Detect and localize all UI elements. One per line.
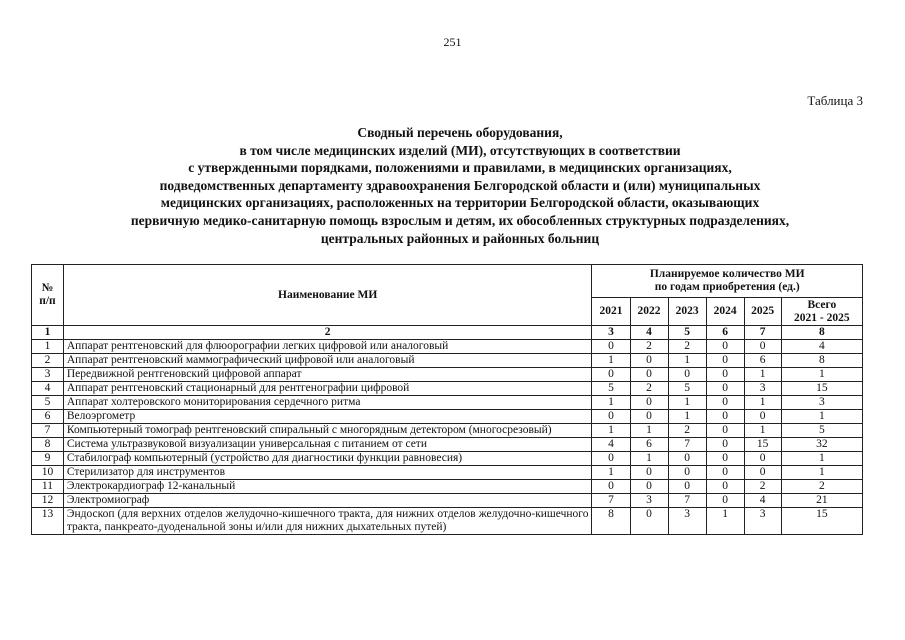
year-value: 0 (706, 410, 744, 424)
index-cell: 2 (63, 326, 592, 340)
year-value: 7 (668, 438, 706, 452)
year-value: 1 (744, 368, 781, 382)
year-value: 0 (630, 410, 668, 424)
year-value: 0 (630, 368, 668, 382)
item-name: Эндоскоп (для верхних отделов желудочно-кишечного тракта, для нижних отделов желудочно-кишечного тракта, панкреато-дуоденальной зоны и/или для нижних дыхательных путей) (63, 508, 592, 535)
year-value: 0 (630, 396, 668, 410)
index-cell: 3 (592, 326, 630, 340)
year-value: 3 (668, 508, 706, 535)
total-value: 4 (781, 340, 862, 354)
row-number: 2 (32, 354, 64, 368)
item-name: Аппарат рентгеновский для флюорографии легких цифровой или аналоговый (63, 340, 592, 354)
total-value: 3 (781, 396, 862, 410)
heading-line: в том числе медицинских изделий (МИ), отсутствующих в соответствии (239, 142, 681, 158)
year-value: 1 (706, 508, 744, 535)
index-cell: 6 (706, 326, 744, 340)
row-number: 6 (32, 410, 64, 424)
header-name: Наименование МИ (63, 265, 592, 326)
header-planned: Планируемое количество МИ по годам приобретения (ед.) (592, 265, 863, 298)
table-row (32, 508, 863, 535)
year-value: 0 (706, 368, 744, 382)
year-value: 1 (592, 466, 630, 480)
item-name: Стабилограф компьютерный (устройство для диагностики функции равновесия) (63, 452, 592, 466)
year-value: 2 (744, 480, 781, 494)
item-name: Электромиограф (63, 494, 592, 508)
index-cell: 4 (630, 326, 668, 340)
header-total: Всего 2021 - 2025 (781, 298, 862, 326)
year-value: 2 (630, 340, 668, 354)
year-value: 0 (706, 424, 744, 438)
year-value: 5 (668, 382, 706, 396)
row-number: 8 (32, 438, 64, 452)
table-row (32, 368, 863, 382)
item-name: Стерилизатор для инструментов (63, 466, 592, 480)
year-value: 0 (706, 494, 744, 508)
header-year: 2024 (706, 298, 744, 326)
year-value: 0 (668, 452, 706, 466)
year-value: 0 (744, 410, 781, 424)
index-row (32, 326, 863, 340)
year-value: 1 (744, 396, 781, 410)
row-number: 9 (32, 452, 64, 466)
year-value: 3 (744, 382, 781, 396)
total-value: 32 (781, 438, 862, 452)
table-row (32, 396, 863, 410)
total-value: 1 (781, 368, 862, 382)
header-num: № п/п (32, 265, 64, 326)
item-name: Велоэргометр (63, 410, 592, 424)
year-value: 2 (668, 340, 706, 354)
row-number: 11 (32, 480, 64, 494)
year-value: 0 (706, 452, 744, 466)
row-number: 5 (32, 396, 64, 410)
total-value: 1 (781, 410, 862, 424)
heading-line: подведомственных департаменту здравоохранения Белгородской области и (или) муниципальных (159, 177, 761, 193)
table-row (32, 354, 863, 368)
year-value: 0 (592, 410, 630, 424)
year-value: 5 (592, 382, 630, 396)
row-number: 12 (32, 494, 64, 508)
page-number: 251 (443, 35, 462, 49)
total-value: 15 (781, 382, 862, 396)
header-year: 2023 (668, 298, 706, 326)
year-value: 15 (744, 438, 781, 452)
heading-line: медицинских организациях, расположенных на территории Белгородской области, оказывающих (160, 195, 760, 211)
total-value: 2 (781, 480, 862, 494)
row-number: 1 (32, 340, 64, 354)
year-value: 0 (706, 396, 744, 410)
year-value: 0 (706, 340, 744, 354)
item-name: Система ультразвуковой визуализации универсальная с питанием от сети (63, 438, 592, 452)
year-value: 7 (592, 494, 630, 508)
total-value: 21 (781, 494, 862, 508)
index-cell: 8 (781, 326, 862, 340)
year-value: 0 (630, 354, 668, 368)
year-value: 0 (744, 466, 781, 480)
item-name: Аппарат холтеровского мониторирования сердечного ритма (63, 396, 592, 410)
index-cell: 1 (32, 326, 64, 340)
header-year: 2022 (630, 298, 668, 326)
year-value: 2 (668, 424, 706, 438)
year-value: 0 (706, 382, 744, 396)
row-number: 4 (32, 382, 64, 396)
year-value: 0 (630, 466, 668, 480)
year-value: 0 (592, 368, 630, 382)
table-label: Таблица 3 (807, 93, 863, 108)
year-value: 0 (592, 340, 630, 354)
total-value: 8 (781, 354, 862, 368)
year-value: 0 (630, 508, 668, 535)
table-row (32, 494, 863, 508)
total-value: 1 (781, 466, 862, 480)
total-value: 15 (781, 508, 862, 535)
year-value: 0 (630, 480, 668, 494)
year-value: 1 (744, 424, 781, 438)
year-value: 0 (592, 452, 630, 466)
heading-line: Сводный перечень оборудования, (357, 125, 563, 140)
equipment-table (31, 264, 863, 535)
document-heading (80, 124, 840, 247)
year-value: 1 (668, 410, 706, 424)
header-year: 2021 (592, 298, 630, 326)
year-value: 0 (706, 466, 744, 480)
table-row (32, 438, 863, 452)
year-value: 0 (668, 480, 706, 494)
index-cell: 5 (668, 326, 706, 340)
total-value: 5 (781, 424, 862, 438)
row-number: 7 (32, 424, 64, 438)
table-row (32, 382, 863, 396)
row-number: 3 (32, 368, 64, 382)
total-value: 1 (781, 452, 862, 466)
table-row (32, 452, 863, 466)
header-year: 2025 (744, 298, 781, 326)
table-row (32, 424, 863, 438)
item-name: Аппарат рентгеновский маммографический цифровой или аналоговый (63, 354, 592, 368)
item-name: Передвижной рентгеновский цифровой аппарат (63, 368, 592, 382)
year-value: 1 (630, 452, 668, 466)
year-value: 4 (744, 494, 781, 508)
year-value: 0 (706, 480, 744, 494)
year-value: 1 (592, 424, 630, 438)
year-value: 6 (744, 354, 781, 368)
year-value: 8 (592, 508, 630, 535)
year-value: 0 (744, 340, 781, 354)
year-value: 3 (630, 494, 668, 508)
year-value: 7 (668, 494, 706, 508)
year-value: 0 (668, 466, 706, 480)
item-name: Аппарат рентгеновский стационарный для рентгенографии цифровой (63, 382, 592, 396)
item-name: Компьютерный томограф рентгеновский спиральный с многорядным детектором (многосрезовый) (63, 424, 592, 438)
table-row (32, 466, 863, 480)
year-value: 0 (744, 452, 781, 466)
row-number: 13 (32, 508, 64, 535)
year-value: 4 (592, 438, 630, 452)
year-value: 0 (668, 368, 706, 382)
heading-line: центральных районных и районных больниц (320, 230, 600, 246)
year-value: 6 (630, 438, 668, 452)
table-row (32, 340, 863, 354)
index-cell: 7 (744, 326, 781, 340)
table-row (32, 480, 863, 494)
year-value: 2 (630, 382, 668, 396)
heading-line: с утвержденными порядками, положениями и правилами, в медицинских организациях, (188, 160, 732, 176)
year-value: 0 (706, 438, 744, 452)
year-value: 1 (668, 396, 706, 410)
heading-line: первичную медико-санитарную помощь взрослым и детям, их обособленных структурных подразделениях, (130, 212, 790, 228)
row-number: 10 (32, 466, 64, 480)
item-name: Электрокардиограф 12-канальный (63, 480, 592, 494)
table-row (32, 410, 863, 424)
year-value: 0 (592, 480, 630, 494)
year-value: 0 (706, 354, 744, 368)
year-value: 3 (744, 508, 781, 535)
year-value: 1 (630, 424, 668, 438)
year-value: 1 (592, 354, 630, 368)
year-value: 1 (668, 354, 706, 368)
year-value: 1 (592, 396, 630, 410)
